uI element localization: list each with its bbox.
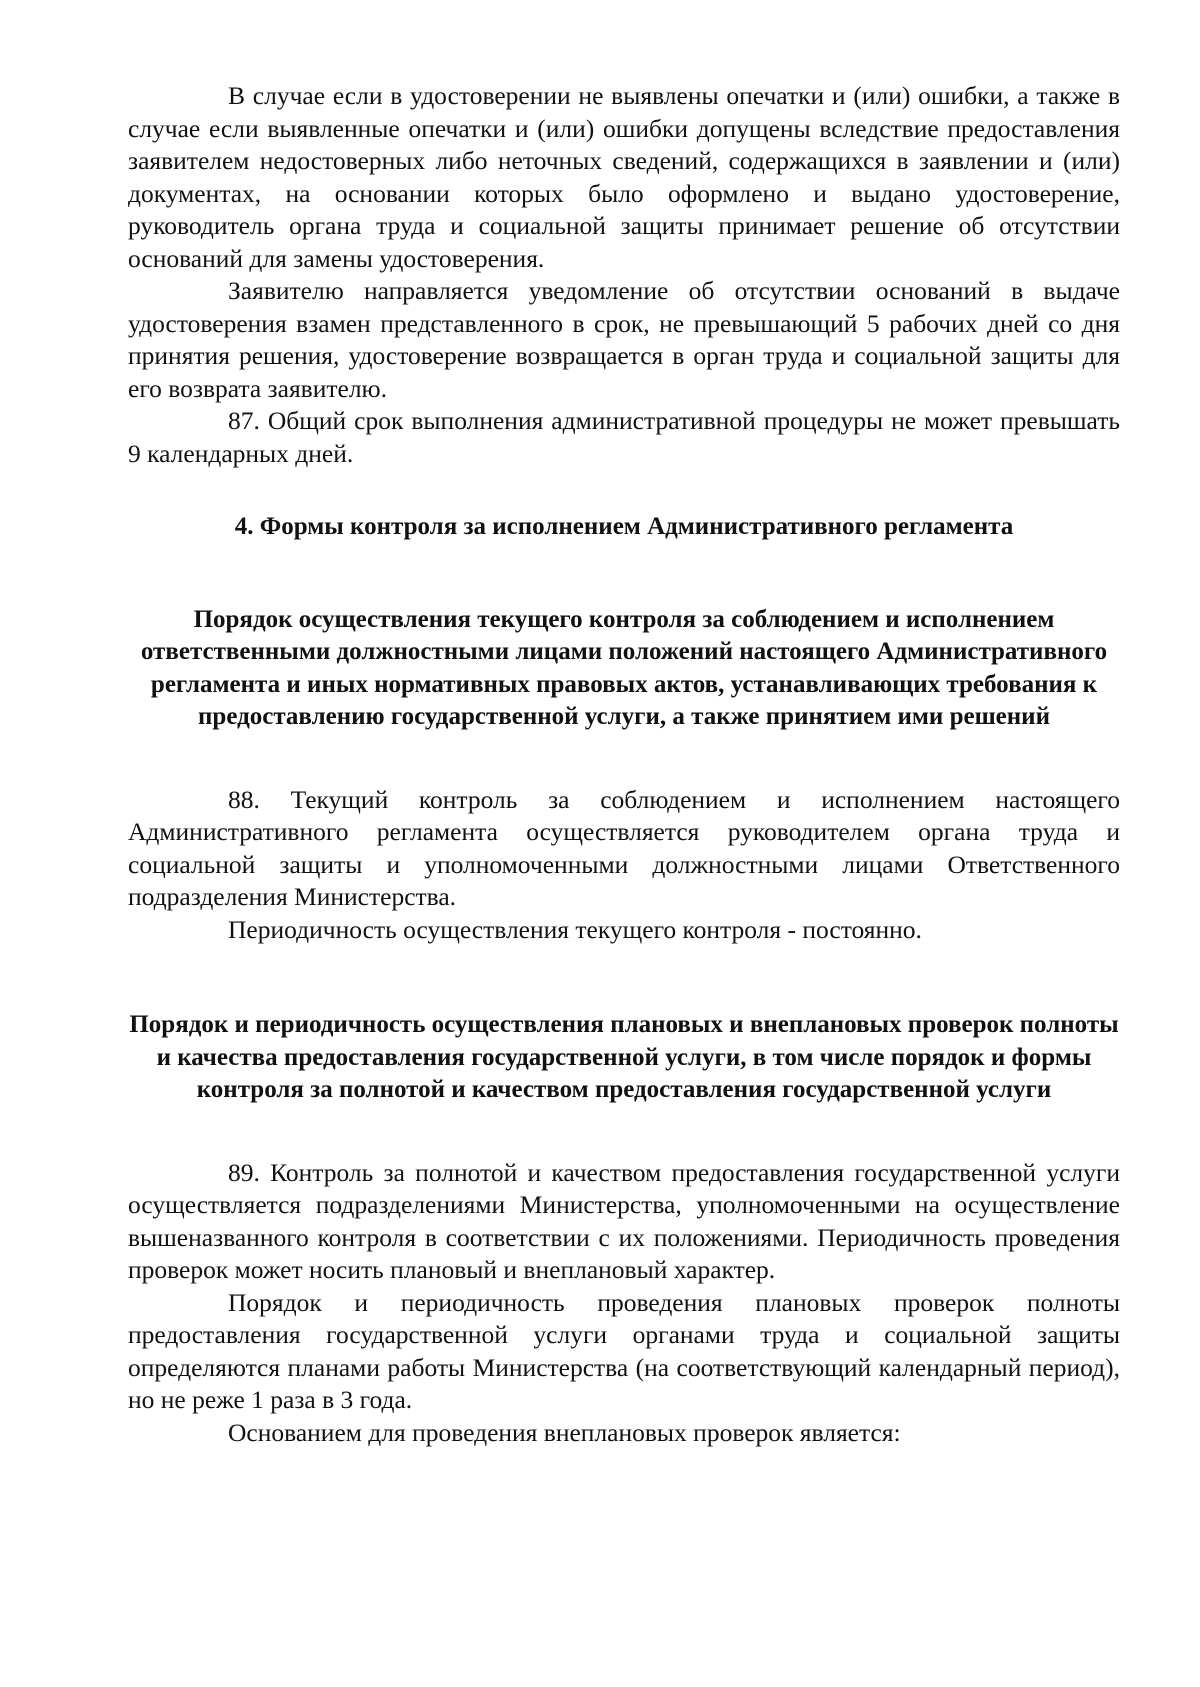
subsection-current-control-heading: Порядок осуществления текущего контроля за соблюдением и исполнением ответственными должностными лицами положений настоящего Административного регламента и иных нормативных правовых актов, устанавливающих требования к предоставлению государственной услуги, а также принятием ими решений xyxy=(140,605,1108,730)
paragraph-no-errors-found: В случае если в удостоверении не выявлены опечатки и (или) ошибки, а также в случае если выявленные опечатки и (или) ошибки допущены вследствие предоставления заявителем недостоверных либо неточных сведений, содержащихся в заявлении и (или) документах, на основании которых было оформлено и выдано удостоверение, руководитель органа труда и социальной защиты принимает решение об отсутствии оснований для замены удостоверения. xyxy=(128,81,1120,273)
paragraph-applicant-notification: Заявителю направляется уведомление об отсутствии оснований в выдаче удостоверения взамен представленного в срок, не превышающий 5 рабочих дней со дня принятия решения, удостоверение возвращается в орган труда и социальной защиты для его возврата заявителю. xyxy=(128,276,1120,403)
subsection-inspections-heading: Порядок и периодичность осуществления плановых и внеплановых проверок полноты и качества предоставления государственной услуги, в том числе порядок и формы контроля за полнотой и качеством предоставления государственной услуги xyxy=(129,1011,1119,1103)
section-4-heading: 4. Формы контроля за исполнением Административного регламента xyxy=(234,513,1014,540)
paragraph-planned-inspections: Порядок и периодичность проведения плановых проверок полноты предоставления государственной услуги органами труда и социальной защиты определяются планами работы Министерства (на соответствующий календарный период), но не реже 1 раза в 3 года. xyxy=(128,1287,1120,1414)
paragraph-control-periodicity: Периодичность осуществления текущего контроля - постоянно. xyxy=(228,914,922,944)
paragraph-unplanned-inspections-basis: Основанием для проведения внеплановых проверок является: xyxy=(228,1417,901,1447)
paragraph-88: 88. Текущий контроль за соблюдением и исполнением настоящего Административного регламента осуществляется руководителем органа труда и социальной защиты и уполномоченными должностными лицами Ответственного подразделения Министерства. xyxy=(128,784,1120,911)
paragraph-89: 89. Контроль за полнотой и качеством предоставления государственной услуги осуществляется подразделениями Министерства, уполномоченными на осуществление вышеназванного контроля в соответствии с их положениями. Периодичность проведения проверок может носить плановый и внеплановый характер. xyxy=(128,1157,1120,1284)
paragraph-87: 87. Общий срок выполнения административной процедуры не может превышать 9 календарных дней. xyxy=(128,406,1120,468)
